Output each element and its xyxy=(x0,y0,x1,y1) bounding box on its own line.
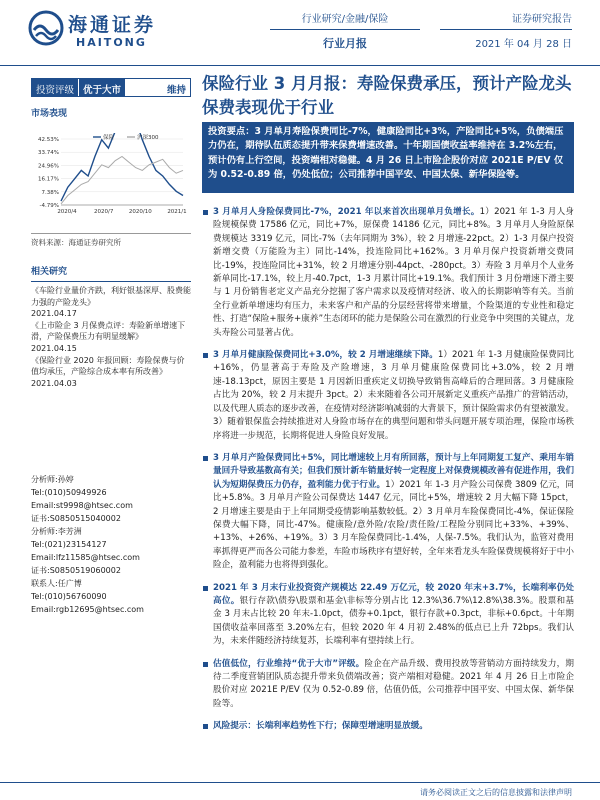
rating-action: 维持 xyxy=(166,85,186,96)
legend-label: 保险 xyxy=(103,135,115,141)
logo-english: HAITONG xyxy=(76,36,147,49)
square-bullet-icon xyxy=(203,353,208,358)
y-tick-label: 42.53% xyxy=(38,137,59,143)
key-points-box: 投资要点：3 月单月寿险保费同比-7%，健康险同比+3%，产险同比+5%，负债端压力仍在，期待队伍质态提升带来保费增速改善。十年期国债收益率维持在 3.2%左右，预计仍有上行空间，投资端相对稳健。4 月 26 日上市险企股价对应 2021E P/EV 仅为 0.52-0.89 倍，仍处低位；公司推荐中国平安、中国太保、新华保险等。 xyxy=(202,122,574,193)
x-tick-label: 2020/10 xyxy=(128,209,152,215)
analyst-name: 分析师:孙婷 xyxy=(31,475,74,484)
body-paragraph xyxy=(202,349,574,443)
body-paragraph xyxy=(202,658,574,712)
y-tick-label: 33.74% xyxy=(38,150,59,157)
square-bullet-icon xyxy=(203,586,208,591)
page-header xyxy=(0,0,600,66)
report-category-block xyxy=(270,10,420,51)
paragraph-text: 1）2021 年 1-3 月产险公司保费 3809 亿元，同比+5.8%。3 月单月产险公司保费达 1447 亿元，同比+5%，增速较 2 月大幅下降 15pct，2 月增速主要是由于上年同期受疫情影响基数较低。2）3 月单月车险保费同比-4%，保证保险保费大幅下降，同比-47%。健康险/意外险/农险/责任险/工程险分别同比+33%、+39%、+13%、+26%、+19%。3）3 月车险保费同比-1.4%，人保-7.5%。我们认为，监管对费用率抓得更严而各公司能力参差，车险市场秩序有望好转，全年来看龙头车险保费规模将好于中小险企，盈利能力也将得到强化。 xyxy=(213,479,574,571)
company-logo xyxy=(28,8,168,54)
contact-tel: Tel:(010)56760090 xyxy=(31,591,107,601)
market-performance-title: 市场表现 xyxy=(31,109,68,119)
report-meta-block xyxy=(440,10,572,50)
related-item-title: 《上市险企 3 月保费点评：寿险新单增速下滑，产险保费压力有明显缓解》 xyxy=(31,320,186,342)
related-item-date: 2021.04.03 xyxy=(31,378,77,388)
analyst-tel: Tel:(021)23154127 xyxy=(31,539,107,549)
paragraph-lead: 3 月单月产险保费同比+5%，同比增速较上月有所回落，预计与上年同期复工复产、乘用车销量回升导致基数高有关；但我们预计新车销量好转一定程度上对保费规模改善有促进作用，我们认为短期保费压力仍存，盈利能力优于行业。 xyxy=(213,452,574,490)
contact-email[interactable]: Email:rgb12695@htsec.com xyxy=(31,604,144,614)
related-item-title: 《车险行业量价齐跌，利好银基深厚、股费能力强的产险龙头》 xyxy=(31,286,191,307)
risk-warning xyxy=(202,720,574,733)
paragraph-text: 险企在产品升级、费用投放等营销动方面持续发力，期待二季度营销团队质态提升带来负债端改善；资产端相对稳健。2021 年 4 月 26 日上市险企股价对应 2021E P/EV 仅为 0.52-0.89 倍，估值仍低，公司推荐中国平安、中国太保、新华保险等。 xyxy=(213,658,574,709)
related-research xyxy=(31,266,191,389)
rating-label: 投资评级 xyxy=(32,79,78,96)
paragraph-text: 1）2021 年 1-3 月健康险保费同比+16%，仍显著高于寿险及产险增速，3 月单月健康险保费同比+3.0%，较 2 月增速-18.13pct，原因主要是 1 月因新旧重疾定义切换导致销售高峰后的合理回落。3 月健康险占比为 20%，较 2 月末提升 3pct。2）未来随着各公司开展新定义重疾产品推广的营销活动，以及代理人质态的逐步改善，在疫情对经济影响减弱的大背景下，预计保险需求仍有望被激发。3）随着银保监会持续推进对人身险市场存在的典型问题和带头问题开展专项治理，保险市场秩序将进一步规范，长期将促进人身险良好发展。 xyxy=(213,350,574,441)
series-line xyxy=(61,157,183,204)
paragraph-lead: 2021 年 3 月末行业投资资产规模达 22.49 万亿元，较 2020 年末+3.7%，长端利率仍处高位。 xyxy=(213,582,574,606)
square-bullet-icon xyxy=(203,724,208,729)
related-item[interactable] xyxy=(31,355,191,390)
analyst-cert: 证书:S0850519060002 xyxy=(31,565,121,575)
chart-source: 资料来源：海通证券研究所 xyxy=(31,233,191,248)
disclaimer-notice: 请务必阅读正文之后的信息披露和法律声明 xyxy=(420,788,572,797)
body-paragraph xyxy=(202,206,574,340)
related-item-date: 2021.04.15 xyxy=(31,344,77,354)
y-tick-label: -4.79% xyxy=(39,203,59,209)
rating-value: 优于大市 xyxy=(78,79,125,96)
legend-label: 沪深300 xyxy=(137,135,159,141)
y-tick-label: 24.96% xyxy=(38,163,59,170)
report-category: 行业研究/金融/保险 xyxy=(270,10,420,30)
related-item-title: 《保险行业 2020 年报回顾：寿险保费与价值均承压，产险综合成本率有所改善》 xyxy=(31,355,185,377)
x-tick-label: 2021/1 xyxy=(167,209,187,215)
paragraph-lead: 估值低位，行业维持“优于大市”评级。 xyxy=(213,658,365,669)
report-label: 证券研究报告 xyxy=(440,10,572,30)
square-bullet-icon xyxy=(203,662,208,667)
performance-chart-svg xyxy=(31,133,191,219)
x-tick-label: 2020/4 xyxy=(57,209,77,215)
related-item[interactable] xyxy=(31,285,191,320)
body-paragraph xyxy=(202,452,574,573)
paragraph-lead: 3 月单月健康险保费同比+3.0%，较 2 月增速继续下降。 xyxy=(213,350,438,361)
paragraph-lead: 3 月单月人身险保费同比-7%，2021 年以来首次出现单月负增长。 xyxy=(213,207,480,217)
analyst-email[interactable]: Email:st9998@htsec.com xyxy=(31,500,133,510)
report-date: 2021 年 04 月 28 日 xyxy=(475,39,572,50)
analyst-name: 分析师:李芳洲 xyxy=(31,526,82,536)
report-type: 行业月报 xyxy=(323,37,367,50)
haitong-logo-icon xyxy=(28,10,64,46)
logo-chinese: 海通证券 xyxy=(68,14,157,36)
analyst-cert: 证书:S0850515040002 xyxy=(31,513,121,523)
related-item-date: 2021.04.17 xyxy=(31,309,77,319)
y-tick-label: 7.38% xyxy=(41,189,59,196)
analyst-contacts xyxy=(31,474,191,616)
analyst-email[interactable]: Email:lfz11585@htsec.com xyxy=(31,552,140,562)
report-body xyxy=(202,206,574,743)
report-title: 保险行业 3 月月报：寿险保费承压，预计产险龙头保费表现优于行业 xyxy=(202,74,572,117)
square-bullet-icon xyxy=(203,456,208,461)
paragraph-text: 1）2021 年 1-3 月人身险规模保费 17586 亿元，同比+7%，原保费 14186 亿元，同比+8%。3 月单月人身险原保费规模达 3319 亿元，同比-7%（去年同期为 3%），较 2 月增速-22pct。2）1-3 月保户投资新增交费（万能险为主）同比-14%，投连险同比+162%。3 月单月保户投资新增交费同比-19%，投连险同比+31%，较 2 月增速分别-44pct、-280pct。3）寿险 3 月单月个人业务新单同比-17.1%，较上月-40.7pct，1-3 月累计同比+19.1%。我们预计 3 月份增速下滑主要与 1 月份销售老定义产品充分挖掘了客户需求以及疫情对经济、收入的长期影响等有关。当前全行业新单增速均有压力，未来客户和产品的分层经营将带来增量，个险渠道的专业性和稳定性、打造“保险+服务+康养”生态闭环的能力是保险公司在激烈的行业竞争中突围的关键点，龙头寿险公司显著占优。 xyxy=(213,207,574,338)
series-line xyxy=(61,133,183,201)
related-item[interactable] xyxy=(31,320,191,355)
related-title: 相关研究 xyxy=(31,266,191,282)
page-footer xyxy=(0,782,600,800)
paragraph-text: 银行存款\债券\股票和基金\非标等分别占比 12.3%\36.7%\12.8%\38.3%。股票和基金 3 月末占比较 20 年末-1.0pct，债券+0.1pct，银行存款+0.3pct，非标+0.6pct。十年期国债收益率回落至 3.20%左右，但较 2020 年 4 月初 2.48%的低点已上升 72bps。我们认为，未来伴随经济持续复苏，长端利率有望持续上行。 xyxy=(213,595,574,647)
y-tick-label: 16.17% xyxy=(38,176,59,183)
contact-name: 联系人:任广博 xyxy=(31,578,82,588)
analyst-tel: Tel:(010)50949926 xyxy=(31,487,107,497)
paragraph-lead: 风险提示：长端利率趋势性下行；保障型增速明显放缓。 xyxy=(213,721,428,732)
x-tick-label: 2020/7 xyxy=(93,209,114,215)
square-bullet-icon xyxy=(203,210,208,215)
body-paragraph xyxy=(202,582,574,649)
market-performance-chart xyxy=(31,133,191,219)
investment-rating xyxy=(31,78,191,97)
